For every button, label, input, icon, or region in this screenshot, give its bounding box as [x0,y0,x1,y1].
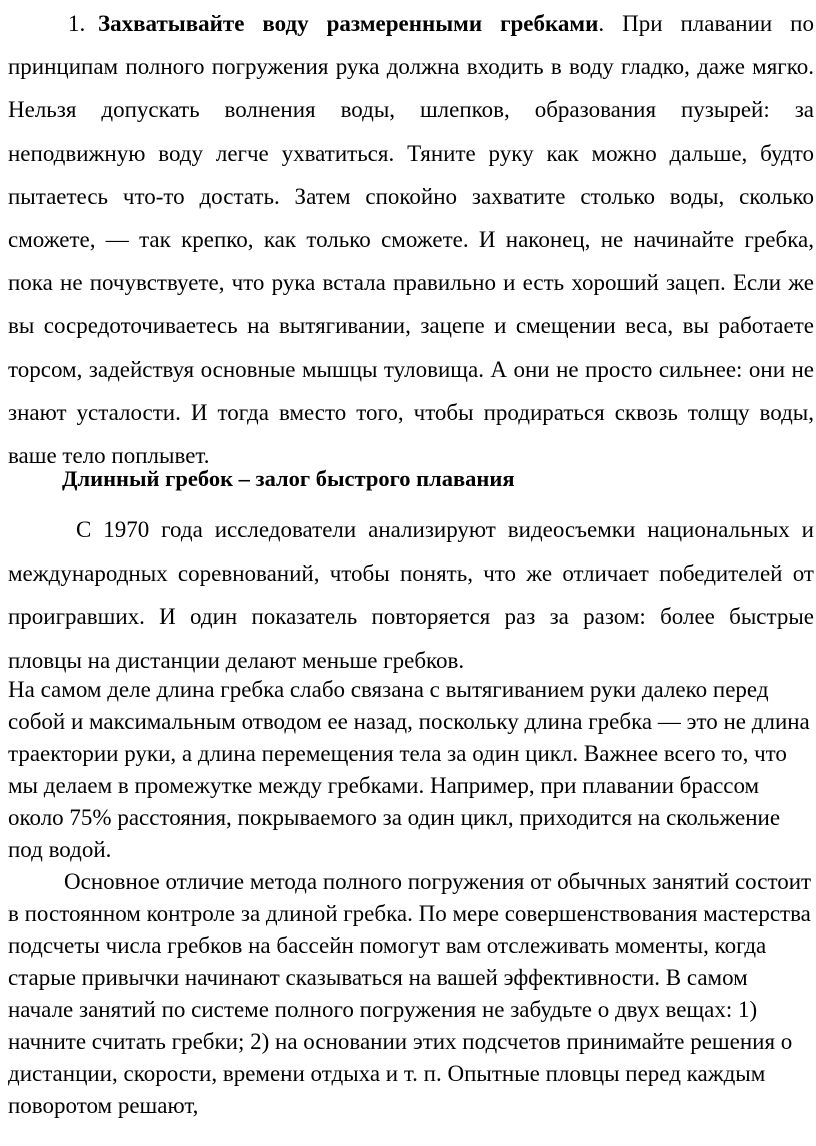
bold-lead-text: Захватывайте воду размеренными гребками [98,11,599,36]
paragraph-stroke-length: На самом деле длина гребка слабо связана с вытягиванием руки далеко перед собой и максимальным отводом ее назад, поскольку длина гребка — это не длина траектории руки, а длина перемещения тела за один цикл. Важнее всего то, что мы делаем в промежутке между гребками. Например, при плавании брассом около 75% расстояния, покрываемого за один цикл, приходится на скольжение под водой. [8,677,810,862]
paragraph-body: С 1970 года исследователи анализируют видеосъемки национальных и международных соревнований, чтобы понять, что же отличает победителей от проигравших. И один показатель повторяется раз за разом: более быстрые пловцы на дистанции делают меньше гребков. [8,517,814,673]
section-heading: Длинный гребок – залог быстрого плавания [62,466,515,491]
paragraph-body: . При плавании по принципам полного погружения рука должна входить в воду гладко, даже мягко. Нельзя допускать волнения воды, шлепков, образования пузырей: за неподвижную воду легче ухватиться. Тяните руку как можно дальше, будто пытаетесь что-то достать. Затем спокойно захватите столько воды, сколько сможете, — так крепко, как только сможете. И наконец, не начинайте гребка, пока не почувствуете, что рука встала правильно и есть хороший зацеп. Если же вы сосредоточиваетесь на вытягивании, зацепе и смещении веса, вы работаете торсом, задействуя основные мышцы туловища. А они не просто сильнее: они не знают усталости. И тогда вместо того, чтобы продираться сквозь толщу воды, ваше тело поплывет. [8,11,814,469]
list-number: 1. [68,11,86,36]
paragraph-method-difference [8,866,814,1122]
paragraph-body: Основное отличие метода полного погружения от обычных занятий состоит в постоянном контроле за длиной гребка. По мере совершенствования мастерства подсчеты числа гребков на бассейн помогут вам отслеживать моменты, когда старые привычки начинают сказываться на вашей эффективности. В самом начале занятий по системе полного погружения не забудьте о двух вещах: 1) начните считать гребки; 2) на основании этих подсчетов принимайте решения о дистанции, скорости, времени отдыха и т. п. Опытные пловцы перед каждым поворотом решают, [8,869,812,1118]
paragraph-stroke-technique [8,2,814,477]
paragraph-research [8,508,814,682]
